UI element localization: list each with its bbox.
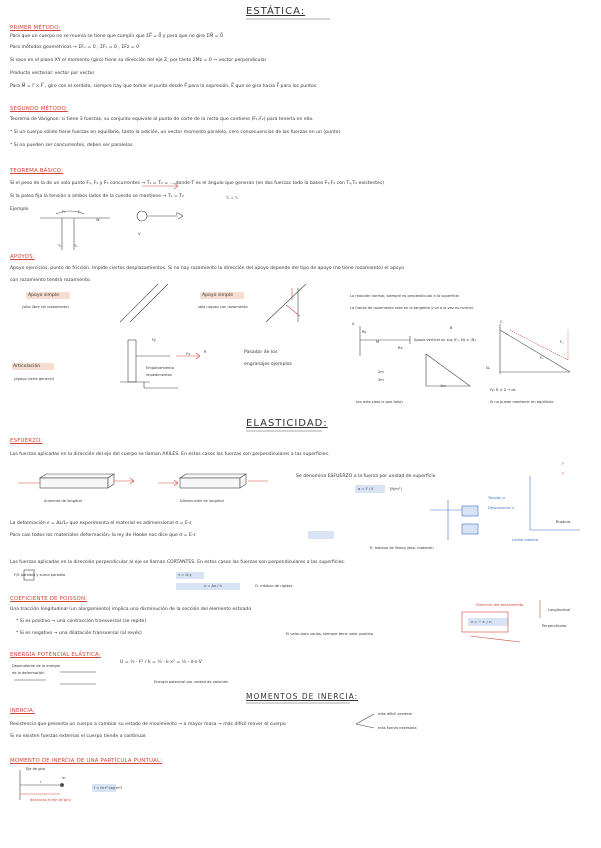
cortante-sub: γ = Δx / h xyxy=(204,584,222,588)
poisson-label: Dirección del estiramiento xyxy=(476,603,524,607)
fig-label: r xyxy=(40,780,42,784)
fig-label: T₁ xyxy=(58,244,62,248)
energia-heading: ENERGÍA POTENCIAL ELÁSTICA: xyxy=(10,652,101,658)
traction-bar xyxy=(40,474,114,488)
inercia-heading: INERCIA: xyxy=(10,708,35,714)
fig-label: W xyxy=(96,218,100,222)
formula-unidades: [N/m²] xyxy=(390,487,402,491)
apoyos-line: con rozamiento tendrá rozamiento. xyxy=(10,278,92,283)
fig-label: Rx xyxy=(398,346,403,350)
reaction-lines xyxy=(510,330,568,360)
hooke-line: Para casi todos los materiales deformación, la ley de Hooke nos dice que σ = E·ε xyxy=(10,533,196,538)
beam-figure xyxy=(360,324,570,386)
particula-heading: MOMENTO DE INERCIA DE UNA PARTÍCULA PUNTUAL: xyxy=(10,758,163,764)
teorema-line: Si la polea fija la tensión a ambos lados de la cuerda se mantiene → T₁ = T₂ xyxy=(10,194,184,199)
teorema-heading: TEOREMA BÁSICO: xyxy=(10,168,64,174)
primer-metodo-heading: PRIMER MÉTODO: xyxy=(10,25,61,31)
articulacion-label: Articulación xyxy=(13,364,41,369)
ejemplo-label: Ejemplo xyxy=(10,207,29,212)
fig-label: 3m xyxy=(378,378,384,382)
fig-label: T₁ = T₂ xyxy=(226,196,239,200)
teorema-line: Si el peso de la de un solo punto F₁, F₂ y F₃ concurrentes → T₁ = T₂ = … donde T es el ángulo que generan (en dos fuerzas todo la bases F₁,F₂ con T₁,T₂ existentes) xyxy=(10,181,385,186)
definimos-line: Se denomina ESFUERZO a la fuerza por unidad de superficie xyxy=(296,474,436,479)
esfuerzo-heading: ESFUERZO: xyxy=(10,438,43,444)
fig-label: F xyxy=(562,472,565,476)
casos-label: (en este caso lo que falla) xyxy=(356,400,403,404)
energia-note: Energía potencial por unidad de volumen xyxy=(154,680,229,684)
poisson-nota: El valor para varios, siempre tiene valor positivo xyxy=(286,632,374,636)
disminucion-label: Disminución de longitud xyxy=(180,499,224,503)
empotramiento-sub: impedimentos xyxy=(146,373,172,377)
bracket-arrows xyxy=(356,714,374,728)
fig-label: V xyxy=(138,232,141,236)
fig-label: distancia al eje de giro xyxy=(30,798,71,802)
fig-label: Ry xyxy=(362,330,367,334)
poisson-line: Una tracción longitudinal (un alargamiento) implica una disminución de la sección del elemento estirado xyxy=(10,607,252,612)
fig-label: F xyxy=(562,462,565,466)
empotramiento-label: Empotramiento xyxy=(146,366,174,370)
compression-bar xyxy=(180,474,246,488)
inercia-bracket: más fuerza necesaria xyxy=(378,726,417,730)
fuerza-normal: La reacción normal, siempre es perpendicular a la superficie xyxy=(350,294,459,298)
conclusion-2: Si no puede mantener en equilibrio xyxy=(490,400,554,404)
fig-label: Límite elástico xyxy=(512,538,539,542)
primer-metodo-line: Para métodos geométricos → ΣFₓ = 0 , ΣFᵧ = 0 , ΣFz = 0 xyxy=(10,45,139,50)
energia-formula: U = ½ · F² / k = ½ · k·x² = ½ · σ·ε·V xyxy=(120,660,202,665)
poisson-label: Longitudinal xyxy=(548,608,571,612)
segundo-metodo-heading: SEGUNDO MÉTODO: xyxy=(10,106,68,112)
energia-note: de la deformación xyxy=(12,671,45,675)
inercia-line: Si no existen fuerzas externas el cuerpo tiende a continuar. xyxy=(10,734,147,739)
momentos-title: MOMENTOS DE INERCIA: xyxy=(246,692,359,701)
apoyo-simple2-label: Apoyo simple xyxy=(202,293,234,298)
stress-diagram xyxy=(430,476,580,540)
energia-note: Dependiente de la energía xyxy=(12,664,60,668)
deformacion-line: La deformación ε = ΔL/L₀ que experimenta el material es adimensional σ = E·ε xyxy=(10,521,192,526)
formula-esfuerzo: σ = F / S xyxy=(358,487,374,491)
fig-label: F₁ xyxy=(62,210,66,214)
fig-label: 1m xyxy=(440,384,446,388)
segundo-metodo-line: Teorema de Varignon: si tiene 3 fuerzas, su conjunto equivale al punto de corte de la recta que contiene (F₁,F₂) para tenerla en ella. xyxy=(10,117,314,122)
fuerza-rozamiento: La fuerza de rozamiento está en la tangente y va a la vez es normal. xyxy=(350,306,474,310)
eje-label: Eje de giro xyxy=(26,767,46,771)
elasticidad-title: ELASTICIDAD: xyxy=(246,418,328,429)
pasador-sub: engranajes ejemplos xyxy=(244,362,292,367)
shear-figure xyxy=(24,570,34,580)
fig-label: T₂ xyxy=(74,244,78,248)
modulo-rigidez: G: módulo de rigidez xyxy=(255,584,293,588)
fig-label: B xyxy=(450,326,453,330)
poisson-diagram xyxy=(462,600,540,642)
segundo-metodo-line: * Si no pueden ser concurrentes, deben ser paralelas. xyxy=(10,143,134,148)
fig-label: Deformación ε xyxy=(488,506,515,510)
primer-metodo-line: Para que un cuerpo no se mueva se tiene que cumplir que ΣF⃗ = 0⃗ y para que no gire ΣM⃗ = 0⃗ xyxy=(10,34,223,39)
apoyo-simple2-sub: sólo rugoso con rozamiento xyxy=(198,305,248,309)
apoyo-simple-label: Apoyo simple xyxy=(28,293,60,298)
segundo-metodo-line: * Si un cuerpo sólido tiene fuerzas en equilibrio, tanto la adición, un vector momento paralelo, cero consecuencias de las fuerzas en un (punto) xyxy=(10,130,341,135)
column-figure xyxy=(120,340,178,388)
apoyo-simple-sub: (sólo libre sin rozamiento) xyxy=(22,305,69,309)
fig-label: R xyxy=(204,350,207,354)
estatica-title: ESTÁTICA: xyxy=(246,6,306,17)
articulacion-sub: (apoyo cierre general) xyxy=(14,377,54,381)
aumento-label: Aumento de longitud xyxy=(44,499,82,503)
primer-metodo-line: Si saco en el plano XY el momento (giro) tiene su dirección del eje Z, por tanto ΣMz = 0 → vector perpendicular xyxy=(10,58,267,63)
fig-label: m xyxy=(62,776,66,780)
particula-formula: I = m·r² (kg·m²) xyxy=(94,786,123,790)
fig-label: Ruptura xyxy=(556,520,571,524)
fig-label: Fy xyxy=(152,338,156,342)
cortante-note: F/S paralela y suma paralela xyxy=(14,573,66,577)
primer-metodo-line: Para M⃗ = r⃗ × F⃗ , giro con el sentido, siempre hay que tomar el punto desde F⃗ para la expresión. E⃗ que se gira hacia F⃗ para los puntos. xyxy=(10,84,318,89)
apoyos-heading: APOYOS: xyxy=(10,254,35,260)
cortante-formula: τ = G·γ xyxy=(178,573,192,577)
apoyo-vertical-label: Apoyo vertical en sus (F₀, N) ≠ (N) xyxy=(414,338,476,342)
fig-label: Fᵧ xyxy=(560,340,564,344)
conclusion-1: Fy: R ≠ 0 → ok xyxy=(490,388,516,392)
fig-label: F xyxy=(176,212,179,216)
force-arrows xyxy=(176,353,200,359)
modulo-young: E: módulo de Young (dep. material) xyxy=(370,546,434,550)
primer-metodo-line: Producto vectorial: vector por vector xyxy=(10,71,95,76)
fig-label: M xyxy=(376,340,380,344)
poisson-bullet: * Si es negativo → una dilatación transversal (al revés) xyxy=(16,631,142,636)
fig-label: C xyxy=(500,320,503,324)
fig-label: A xyxy=(352,322,355,326)
inercia-line: Resistencia que presenta un cuerpo a cambiar su estado de movimiento → a mayor masa → más difícil mover el cuerpo xyxy=(10,722,286,727)
spring-figure xyxy=(14,672,96,684)
fig-label: Nᵧ xyxy=(486,366,491,370)
esfuerzo-line: Las fuerzas aplicadas en la dirección del eje del cuerpo se llaman AXILES. En estos casos las fuerzas son perpendiculares a las superficies. xyxy=(10,452,330,457)
pulley-figure xyxy=(40,211,183,250)
fig-label: F₂ xyxy=(78,210,82,214)
poisson-formula: ν = − εₜ / εₗ xyxy=(471,620,492,624)
arrow-red xyxy=(142,183,178,189)
fig-label: Tensión σ xyxy=(488,496,505,500)
inercia-bracket: más difícil acelerar xyxy=(378,712,413,716)
perpendicular-line: Las fuerzas aplicadas en la dirección perpendicular al eje se llaman CORTANTES. En estos casos las fuerzas son perpendiculares a las superficies. xyxy=(10,560,346,565)
poisson-bullet: * Si es positivo → una contracción transversal (se repite) xyxy=(16,619,147,624)
apoyos-line: Apoyo ejercicios, punto de fricción. Impide ciertos desplazamientos. Si no hay rozamiento la dirección del apoyo depende del tipo de apoyo (no tiene rozamiento) el apoyo xyxy=(10,266,405,271)
poisson-label: Perpendicular xyxy=(542,624,567,628)
particle-figure xyxy=(20,770,64,800)
fig-label: Fx xyxy=(186,352,191,356)
inclined-surface-2 xyxy=(266,284,306,322)
poisson-heading: COEFICIENTE DE POISSON: xyxy=(10,596,88,602)
pasador-label: Pasador de los xyxy=(244,350,278,355)
fig-label: 2m xyxy=(378,370,384,374)
fig-label: Fₓ xyxy=(540,356,544,360)
inclined-surface-1 xyxy=(120,284,168,322)
